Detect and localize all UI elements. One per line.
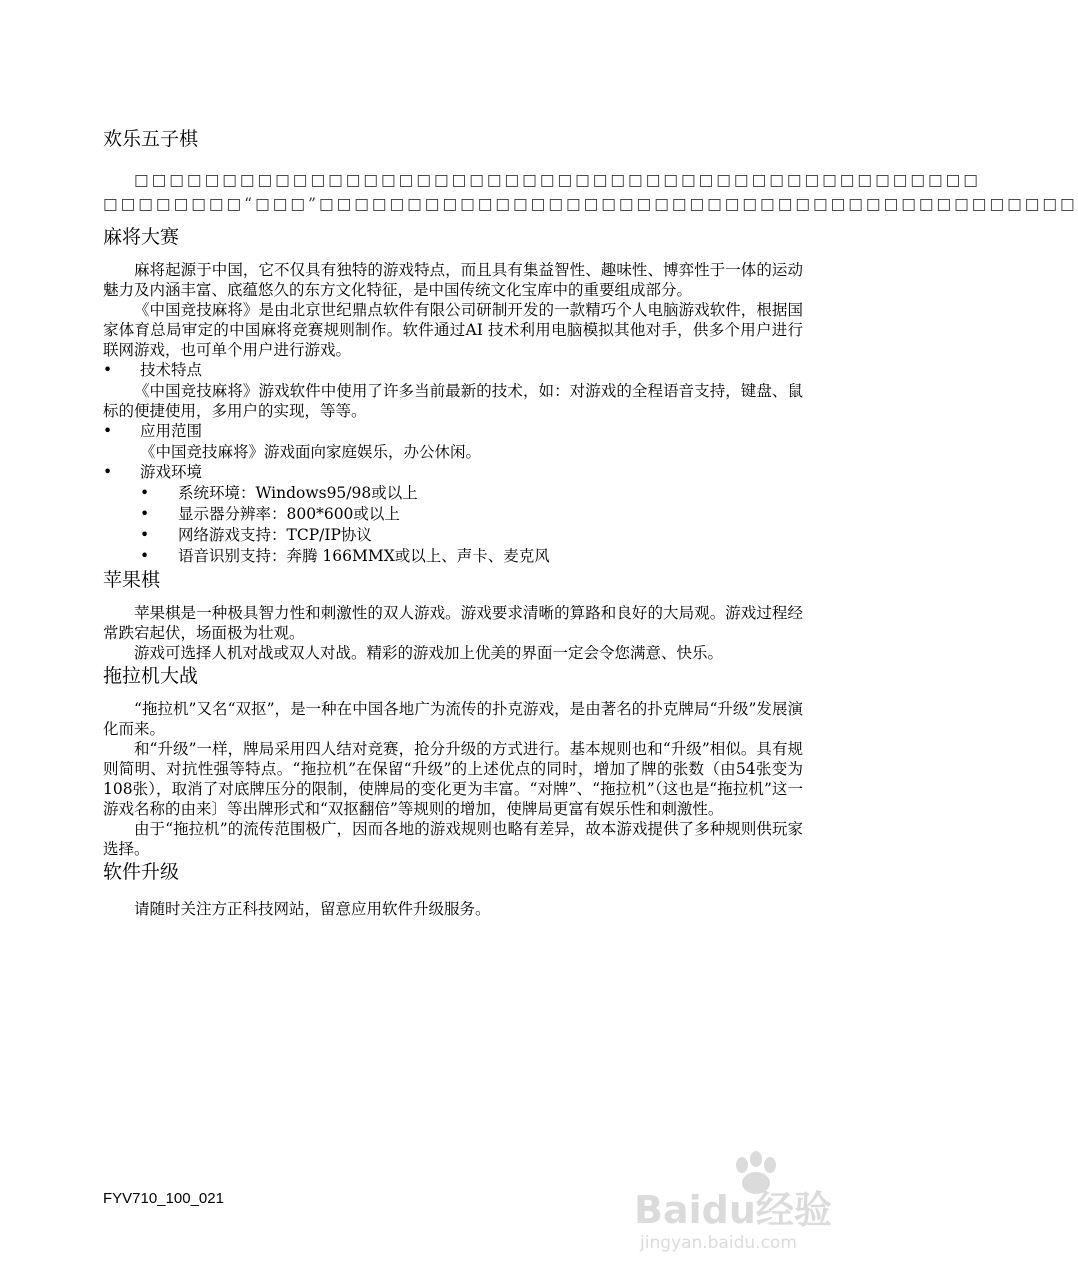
list-item: • 语音识别支持：奔腾 166MMX或以上、声卡、麦克风: [103, 546, 803, 567]
paragraph: 《中国竞技麻将》游戏面向家庭娱乐，办公休闲。: [140, 443, 482, 461]
document-body: [103, 126, 1078, 919]
paragraph: 和“升级”一样，牌局采用四人结对竞赛，抢分升级的方式进行。基本规则也和“升级”相似。具有规则简明、对抗性强等特点。“拖拉机”在保留“升级”的上述优点的同时，增加了牌的张数（由54张变为108张），取消了对底牌压分的限制，使牌局的变化更为丰富。“对牌”、“拖拉机”（这也是“拖拉机”这一游戏名称的由来〕等出牌形式和“双抠翻倍”等规则的增加，使牌局更富有娱乐性和刺激性。: [103, 740, 803, 818]
paragraph: 麻将起源于中国，它不仅具有独特的游戏特点，而且具有集益智性、趣味性、博弈性于一体的运动魅力及内涵丰富、底蕴悠久的东方文化特征，是中国传统文化宝库中的重要组成部分。: [103, 261, 803, 299]
section-mahjong: [103, 224, 803, 567]
paragraph: □□□□□□□□“□□□”□□□□□□□□□□□□□□□□□□□□□□□□□□□□□□□□□□□□□□□□□□□: [103, 195, 1078, 213]
paragraph: 请随时关注方正科技网站，留意应用软件升级服务。: [134, 900, 491, 918]
list-item: • 游戏环境: [103, 462, 803, 483]
paragraph: 《中国竞技麻将》游戏软件中使用了许多当前最新的技术，如：对游戏的全程语音支持，键盘、鼠标的便捷使用，多用户的实现，等等。: [103, 382, 803, 420]
paragraph: 由于“拖拉机”的流传范围极广，因而各地的游戏规则也略有差异，故本游戏提供了多种规则供玩家选择。: [103, 820, 803, 858]
section-title: 麻将大赛: [103, 226, 180, 248]
list-item: • 系统环境：Windows95/98或以上: [103, 483, 803, 504]
paragraph: 苹果棋是一种极具智力性和刺激性的双人游戏。游戏要求清晰的算路和良好的大局观。游戏过程经常跌宕起伏，场面极为壮观。: [103, 604, 803, 642]
watermark-url: jingyan.baidu.com: [640, 1233, 797, 1253]
list-item: • 显示器分辨率：800*600或以上: [103, 504, 803, 525]
section-tractor: [103, 663, 803, 859]
section-upgrade: [103, 859, 803, 919]
list-item: • 应用范围: [103, 421, 803, 442]
section-apple: [103, 567, 803, 663]
section-title: 拖拉机大战: [103, 665, 199, 687]
watermark-brand: Baidu经验: [634, 1188, 832, 1232]
section-title: 欢乐五子棋: [103, 128, 199, 150]
paragraph: □□□□□□□□□□□□□□□□□□□□□□□□□□□□□□□□□□□□□□□□□□□□□□□□: [134, 171, 981, 189]
baidu-jingyan-watermark-icon: [632, 1145, 862, 1255]
section-title: 软件升级: [103, 861, 180, 883]
section-gomoku: [103, 126, 1078, 216]
footer-code: FYV710_100_021: [103, 1190, 224, 1207]
feature-list: [103, 360, 803, 381]
paragraph: 游戏可选择人机对战或双人对战。精彩的游戏加上优美的界面一定会令您满意、快乐。: [134, 644, 724, 662]
section-title: 苹果棋: [103, 569, 161, 591]
list-item: • 技术特点: [103, 360, 803, 381]
paragraph: “拖拉机”又名“双抠”，是一种在中国各地广为流传的扑克游戏，是由著名的扑克牌局“升级”发展演化而来。: [103, 700, 803, 738]
feature-list: [103, 462, 803, 567]
list-item: • 网络游戏支持：TCP/IP协议: [103, 525, 803, 546]
paragraph: 《中国竞技麻将》是由北京世纪鼎点软件有限公司研制开发的一款精巧个人电脑游戏软件，根据国家体育总局审定的中国麻将竞赛规则制作。软件通过AI 技术利用电脑模拟其他对手，供多个用户进行联网游戏，也可单个用户进行游戏。: [103, 301, 803, 359]
feature-list: [103, 421, 803, 442]
